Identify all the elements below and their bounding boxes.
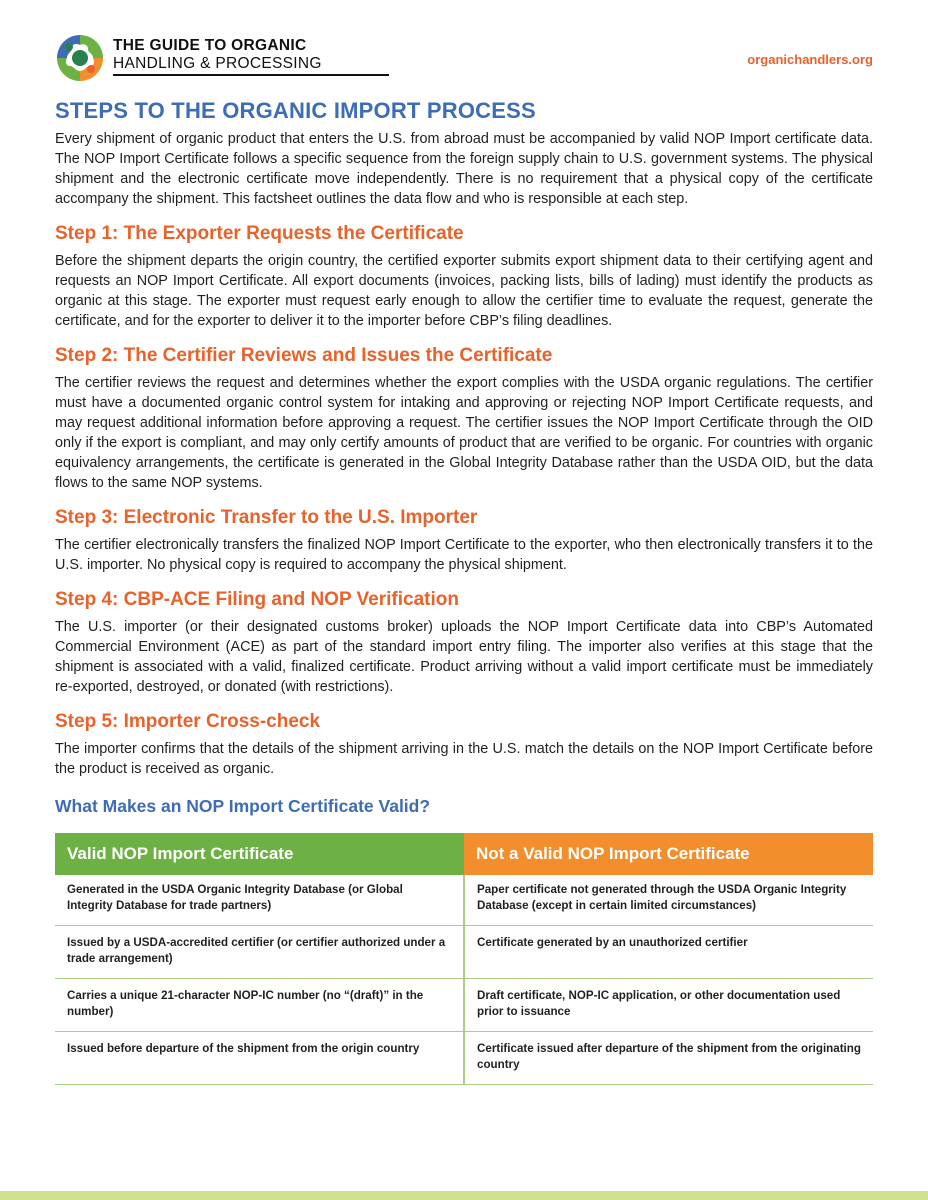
website-link[interactable]: organichandlers.org (747, 52, 873, 67)
step-1-heading: Step 1: The Exporter Requests the Certificate (55, 223, 464, 244)
page-header (55, 33, 873, 81)
step-4-body: The U.S. importer (or their designated customs broker) uploads the NOP Import Certificate data into CBP’s Automated Commercial Environment (ACE) as part of the standard import entry filing. The importer also verifies at this stage that the shipment is associated with a valid, finalized certificate. Product arriving without a valid import certificate must be immediately re-exported, destroyed, or donated (with restrictions). (55, 619, 873, 695)
not-valid-cell: Certificate issued after departure of the shipment from the originating country (464, 1032, 873, 1085)
not-valid-cell: Certificate generated by an unauthorized certifier (464, 926, 873, 979)
logo-subtitle: HANDLING & PROCESSING (113, 55, 322, 72)
valid-cell: Carries a unique 21-character NOP-IC number (no “(draft)” in the number) (55, 979, 464, 1032)
organic-guide-logo-icon (55, 33, 105, 83)
not-valid-column-header: Not a Valid NOP Import Certificate (464, 833, 873, 875)
page-title: STEPS TO THE ORGANIC IMPORT PROCESS (55, 98, 536, 123)
table-row (55, 926, 873, 979)
step-3-heading: Step 3: Electronic Transfer to the U.S. Importer (55, 507, 478, 528)
logo-title-rest: TO ORGANIC (200, 37, 307, 54)
step-5-heading: Step 5: Importer Cross-check (55, 711, 321, 732)
step-1-body: Before the shipment departs the origin country, the certified exporter submits export shipment data to their certifying agent and requests an NOP Import Certificate. All export documents (invoices, packing lists, bills of lading) must identify the products as organic at this stage. The exporter must request early enough to allow the certifier time to evaluate the request, generate the certificate, and for the exporter to deliver it to the importer before CBP’s filing deadlines. (55, 253, 873, 329)
valid-column-header: Valid NOP Import Certificate (55, 833, 464, 875)
step-2-body: The certifier reviews the request and determines whether the export complies with the USDA organic regulations. The certifier must have a documented organic control system for intaking and approving or rejecting NOP Import Certificate requests, and may request additional information before approving a request. The certifier issues the NOP Import Certificate through the OID only if the export is compliant, and may only certify amounts of product that are verified to be organic. For countries with organic equivalency arrangements, the certificate is generated in the Global Integrity Database rather than the USDA OID, but the data flows to the same NOP systems. (55, 375, 873, 491)
valid-cell: Generated in the USDA Organic Integrity Database (or Global Integrity Database for trade partners) (55, 875, 464, 926)
intro-paragraph: Every shipment of organic product that enters the U.S. from abroad must be accompanied by valid NOP Import certificate data. The NOP Import Certificate follows a specific sequence from the foreign supply chain to U.S. government systems. The physical shipment and the electronic certificate move independently. There is no requirement that a physical copy of the certificate accompany the shipment. This factsheet outlines the data flow and who is responsible at each step. (55, 131, 873, 207)
logo-wordmark (113, 37, 389, 76)
step-2-heading: Step 2: The Certifier Reviews and Issues the Certificate (55, 345, 553, 366)
logo-title-bold: THE GUIDE (113, 37, 201, 54)
logo-underline (113, 74, 389, 76)
step-4-heading: Step 4: CBP-ACE Filing and NOP Verification (55, 589, 459, 610)
step-5-body: The importer confirms that the details of the shipment arriving in the U.S. match the details on the NOP Import Certificate before the product is received as organic. (55, 741, 873, 777)
table-header-row (55, 833, 873, 875)
table-row (55, 1032, 873, 1085)
footer-bar (0, 1191, 928, 1200)
table-row (55, 875, 873, 926)
not-valid-cell: Paper certificate not generated through the USDA Organic Integrity Database (except in certain limited circumstances) (464, 875, 873, 926)
table-heading: What Makes an NOP Import Certificate Valid? (55, 796, 431, 816)
not-valid-cell: Draft certificate, NOP-IC application, or other documentation used prior to issuance (464, 979, 873, 1032)
table-row (55, 979, 873, 1032)
validity-table (55, 833, 873, 1085)
step-3-body: The certifier electronically transfers the finalized NOP Import Certificate to the exporter, who then electronically transfers it to the U.S. importer. No physical copy is required to accompany the physical shipment. (55, 537, 873, 573)
main-content (55, 98, 873, 1085)
valid-cell: Issued before departure of the shipment from the origin country (55, 1032, 464, 1085)
valid-cell: Issued by a USDA-accredited certifier (or certifier authorized under a trade arrangement) (55, 926, 464, 979)
